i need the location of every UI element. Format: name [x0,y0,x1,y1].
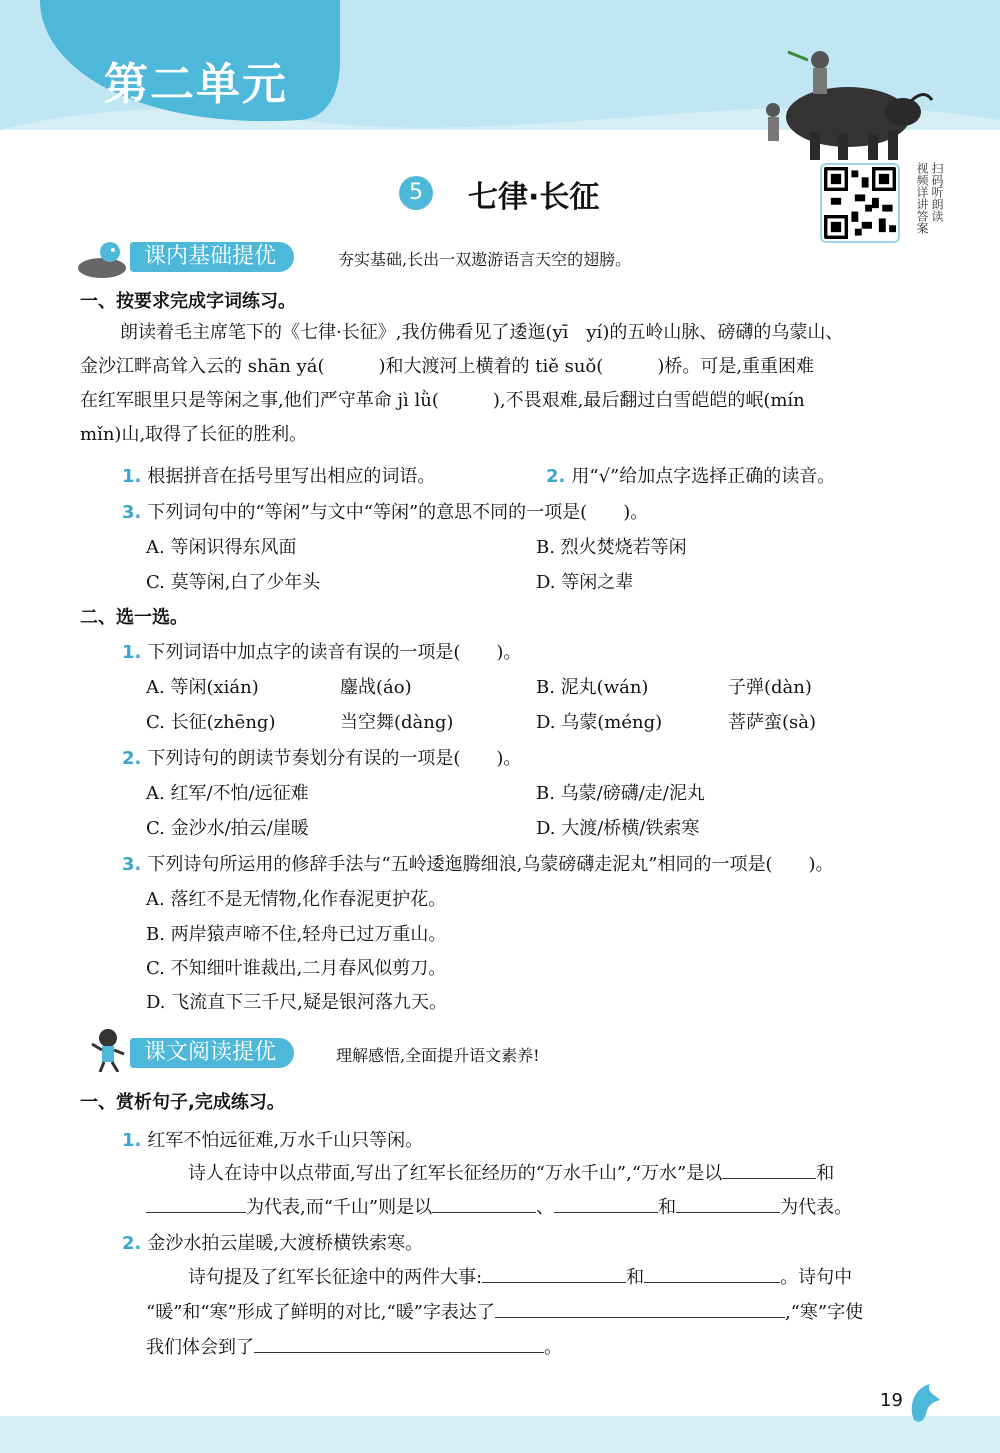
question-text: 根据拼音在括号里写出相应的词语。 [147,466,436,487]
passage-line: mǐn)山,取得了长征的胜利。 [80,424,308,445]
unit-title: 第二单元 [104,59,288,110]
qr-caption-line2: 视频详讲答案 [915,162,929,234]
text: 。 [544,1337,562,1358]
question-text: 下列诗句的朗读节奏划分有误的一项是( )。 [147,748,522,769]
option-a2[interactable]: 鏖战(áo) [340,677,412,698]
option-a[interactable]: A. 等闲识得东风面 [146,537,297,558]
question-number: 1. [122,466,142,487]
answer-blank[interactable] [495,1299,785,1318]
answer-blank[interactable] [644,1264,780,1283]
option-a1[interactable]: A. 等闲(xián) [146,677,259,698]
option-d1[interactable]: D. 乌蒙(méng) [536,712,663,733]
section-banner-basics: 课内基础提优 [130,242,294,272]
question-text: 下列诗句所运用的修辞手法与“五岭逶迤腾细浪,乌蒙磅礴走泥丸”相同的一项是( )。 [147,854,834,875]
text: ,“寒”字使 [784,1302,864,1323]
option-d[interactable]: D. 大渡/桥横/铁索寒 [536,818,700,839]
question-text: 金沙水拍云崖暖,大渡桥横铁索寒。 [147,1233,424,1254]
option-d2[interactable]: 菩萨蛮(sà) [728,712,817,733]
option-a[interactable]: A. 红军/不怕/远征难 [146,783,309,804]
answer-line [146,1193,852,1219]
section-banner-reading: 课文阅读提优 [130,1038,294,1068]
question [122,498,648,524]
answer-blank[interactable] [676,1194,780,1213]
passage [80,316,940,452]
question [122,638,521,664]
question-text: 下列词语中加点字的读音有误的一项是( )。 [147,642,522,663]
text: “暖”和“寒”形成了鲜明的对比,“暖”字表达了 [146,1302,495,1323]
text: 为代表。 [780,1197,853,1218]
part1-heading: 一、按要求完成字词练习。 [80,291,296,312]
passage-line: 金沙江畔高耸入云的 shān yá( )和大渡河上横着的 tiě suǒ( )桥。可是,重重困难 [80,356,815,377]
question-number: 3. [122,854,142,875]
question [122,744,521,770]
passage-line: 在红军眼里只是等闲之事,他们严守革命 jì lǜ( ),不畏艰难,最后翻过白雪皑皑的岷(mín [80,390,805,411]
qr-code[interactable] [820,163,900,243]
text: 诗句提及了红军长征途中的两件大事: [188,1267,483,1288]
lesson-number: 5 [399,176,433,210]
option-c1[interactable]: C. 长征(zhēng) [146,712,276,733]
question [122,462,435,488]
text: 、 [536,1197,555,1218]
option-d[interactable]: D. 飞流直下三千尺,疑是银河落九天。 [146,992,447,1013]
answer-line [146,1298,863,1324]
text: 和 [816,1163,835,1184]
question [122,850,834,876]
part-heading: 一、赏析句子,完成练习。 [80,1092,285,1113]
text: 和 [626,1267,645,1288]
option-b2[interactable]: 子弹(dàn) [728,677,812,698]
question [122,1126,423,1152]
qr-caption-line1: 扫码听朗读 [930,162,944,222]
question-number: 1. [122,642,142,663]
question [546,462,835,488]
question-number: 3. [122,502,142,523]
dolphin-icon [904,1380,948,1428]
text: 我们体会到了 [146,1337,254,1358]
answer-line [188,1263,852,1289]
question-text: 下列词句中的“等闲”与文中“等闲”的意思不同的一项是( )。 [147,502,649,523]
option-b[interactable]: B. 两岸猿声啼不住,轻舟已过万重山。 [146,924,447,945]
text: 诗人在诗中以点带面,写出了红军长征经历的“万水千山”,“万水”是以 [188,1163,723,1184]
question-number: 1. [122,1130,142,1151]
passage-line: 朗读着毛主席笔下的《七律·长征》,我仿佛看见了逶迤(yī yí)的五岭山脉、磅礴的乌蒙山、 [120,322,844,343]
section-subtitle-basics: 夯实基础,长出一双遨游语言天空的翅膀。 [338,250,632,269]
answer-blank[interactable] [482,1264,626,1283]
option-b1[interactable]: B. 泥丸(wán) [536,677,649,698]
text: 为代表,而“千山”则是以 [246,1197,433,1218]
answer-blank[interactable] [722,1160,816,1179]
mascot-icon [76,236,136,282]
question-text: 红军不怕远征难,万水千山只等闲。 [147,1130,424,1151]
option-c[interactable]: C. 金沙水/拍云/崖暖 [146,818,309,839]
question-number: 2. [546,466,566,487]
buffalo-illustration [728,22,938,162]
qr-caption [903,162,943,242]
answer-blank[interactable] [146,1194,246,1213]
option-b[interactable]: B. 烈火焚烧若等闲 [536,537,687,558]
option-c2[interactable]: 当空舞(dàng) [340,712,454,733]
answer-blank[interactable] [432,1194,536,1213]
text: 。诗句中 [780,1267,853,1288]
question-number: 2. [122,1233,142,1254]
option-c[interactable]: C. 不知细叶谁裁出,二月春风似剪刀。 [146,958,447,979]
question-text: 用“√”给加点字选择正确的读音。 [571,466,836,487]
answer-line [146,1333,562,1359]
option-d[interactable]: D. 等闲之辈 [536,572,634,593]
option-c[interactable]: C. 莫等闲,白了少年头 [146,572,321,593]
lesson-title: 七律·长征 [468,180,600,215]
answer-line [188,1159,834,1185]
answer-blank[interactable] [554,1194,658,1213]
footer-band [0,1416,1000,1453]
answer-blank[interactable] [254,1334,544,1353]
option-b[interactable]: B. 乌蒙/磅礴/走/泥丸 [536,783,705,804]
option-a[interactable]: A. 落红不是无情物,化作春泥更护花。 [146,889,447,910]
question [122,1229,423,1255]
text: 和 [658,1197,677,1218]
section-subtitle-reading: 理解感悟,全面提升语文素养! [336,1046,540,1065]
question-number: 2. [122,748,142,769]
part2-heading: 二、选一选。 [80,607,188,628]
page-number: 19 [880,1390,903,1411]
